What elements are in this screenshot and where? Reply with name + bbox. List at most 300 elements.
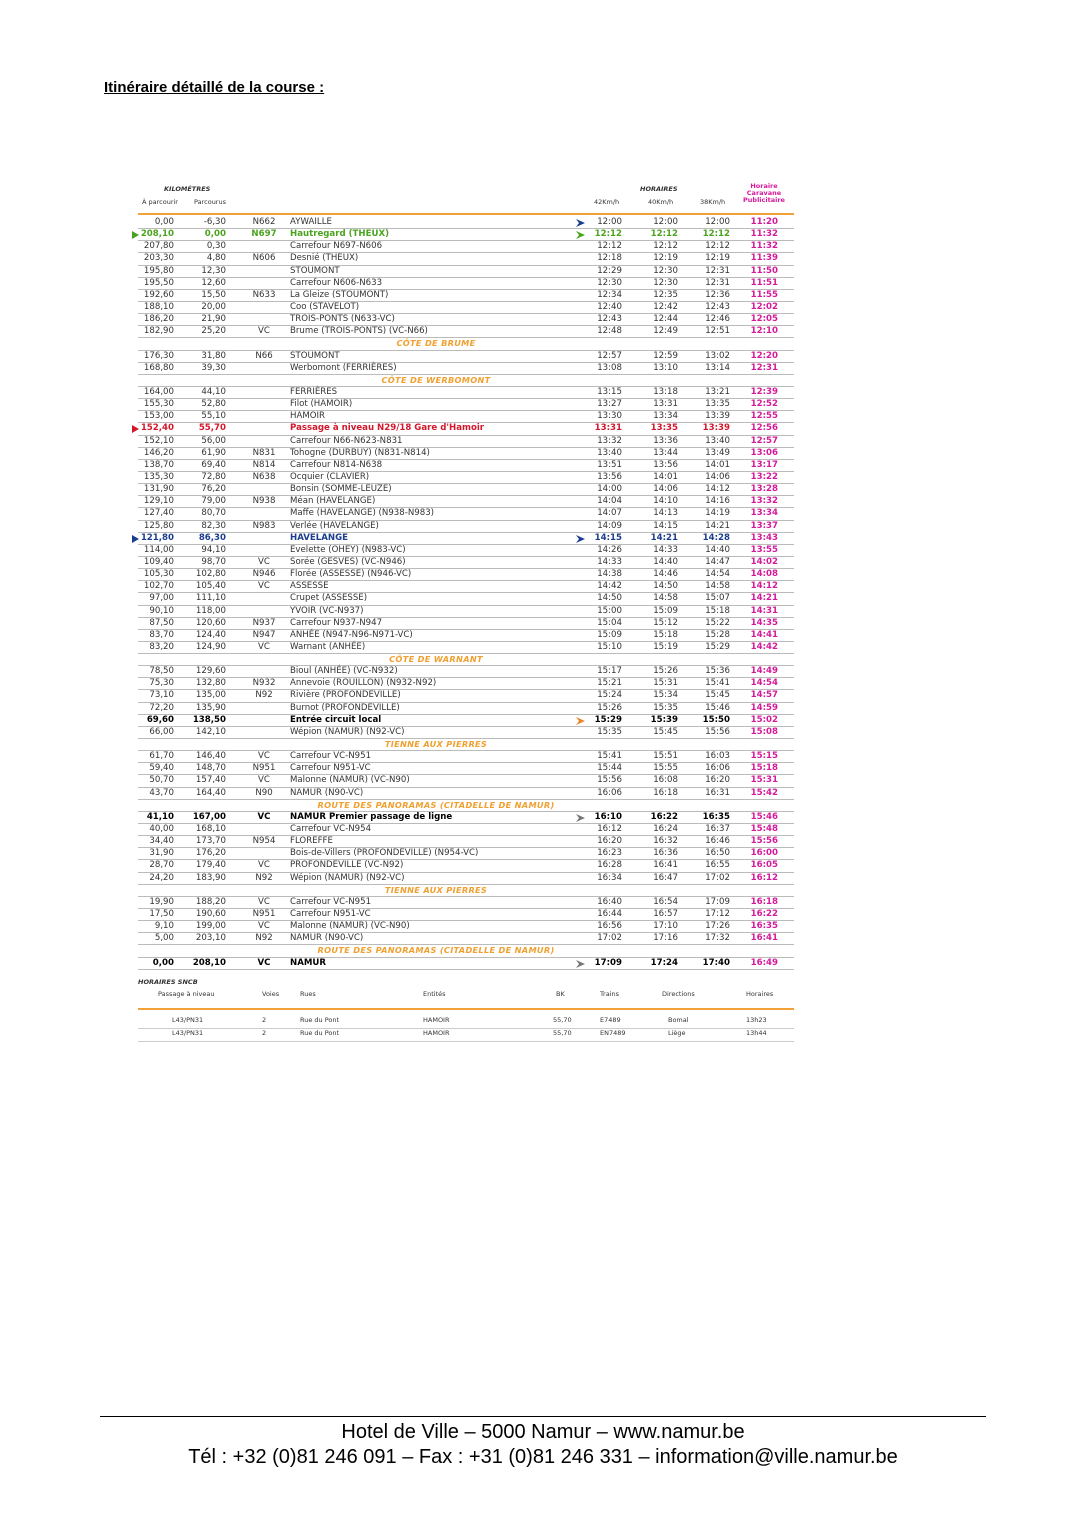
time-38kmh: 12:19: [705, 253, 730, 264]
footer-divider: [100, 1416, 986, 1417]
table-row: [138, 642, 794, 654]
table-row: [138, 715, 794, 727]
location-name: Tohogne (DURBUY) (N831-N814): [290, 447, 430, 458]
location-name: Carrefour N814-N638: [290, 459, 383, 470]
table-row: [138, 678, 794, 690]
time-caravane: 14:41: [750, 629, 778, 640]
km-covered: 124,90: [195, 641, 226, 652]
time-caravane: 16:35: [750, 921, 778, 932]
km-covered: 203,10: [195, 933, 226, 944]
time-38kmh: 15:29: [705, 641, 730, 652]
km-remaining: 195,80: [143, 265, 174, 276]
km-covered: 138,50: [192, 714, 226, 725]
location-name: Bois-de-Villers (PROFONDEVILLE) (N954-VC): [290, 848, 479, 859]
km-remaining: 153,00: [143, 411, 174, 422]
km-remaining: 83,70: [149, 629, 174, 640]
table-row: [138, 606, 794, 618]
time-38kmh: 16:35: [702, 811, 730, 822]
time-38kmh: 13:35: [705, 399, 730, 410]
time-42kmh: 15:00: [597, 605, 622, 616]
km-remaining: 0,00: [152, 957, 174, 968]
table-row: [138, 472, 794, 484]
time-40kmh: 15:35: [653, 702, 678, 713]
km-covered: 82,30: [201, 520, 226, 531]
time-caravane: 14:08: [750, 569, 778, 580]
time-42kmh: 15:09: [597, 629, 622, 640]
road-number: N92: [255, 690, 273, 701]
km-covered: 111,10: [195, 593, 226, 604]
table-row: [138, 727, 794, 739]
footer-contact: Tél : +32 (0)81 246 091 – Fax : +31 (0)81 246 331 – information@ville.namur.be: [188, 1446, 898, 1468]
sncb-header-cell: Passage à niveau: [158, 989, 215, 998]
time-40kmh: 13:36: [653, 435, 678, 446]
km-remaining: 61,70: [149, 751, 174, 762]
time-42kmh: 14:33: [597, 556, 622, 567]
location-name: Sorée (GESVES) (VC-N946): [290, 556, 406, 567]
location-name: Malonne (NAMUR) (VC-N90): [290, 921, 410, 932]
road-number: N954: [252, 836, 276, 847]
sncb-header-cell: BK: [556, 989, 565, 998]
km-covered: 120,60: [195, 617, 226, 628]
time-40kmh: 15:26: [653, 666, 678, 677]
time-caravane: 11:32: [750, 241, 778, 252]
table-row: [138, 290, 794, 302]
time-caravane: 12:56: [750, 423, 778, 434]
time-38kmh: 14:47: [705, 556, 730, 567]
location-name: Carrefour VC-N951: [290, 751, 372, 762]
location-name: Wépion (NAMUR) (N92-VC): [290, 872, 405, 883]
km-remaining: 146,20: [143, 447, 174, 458]
section-climb-label: CÔTE DE BRUME: [138, 338, 794, 350]
time-caravane: 12:39: [750, 386, 778, 397]
location-name: Crupet (ASSESSE): [290, 593, 368, 604]
time-38kmh: 13:39: [702, 423, 730, 434]
time-40kmh: 12:49: [653, 326, 678, 337]
time-38kmh: 15:36: [705, 666, 730, 677]
km-remaining: 72,20: [149, 702, 174, 713]
location-name: NAMUR (N90-VC): [290, 787, 364, 798]
time-40kmh: 13:10: [653, 362, 678, 373]
section-climb-label: ROUTE DES PANORAMAS (CITADELLE DE NAMUR): [138, 800, 794, 812]
sncb-divider: [138, 1008, 794, 1010]
time-40kmh: 13:56: [653, 459, 678, 470]
km-remaining: 168,80: [143, 362, 174, 373]
time-40kmh: 15:31: [653, 678, 678, 689]
table-row: [138, 557, 794, 569]
time-40kmh: 16:08: [653, 775, 678, 786]
location-name: Warnant (ANHÉE): [290, 641, 366, 652]
sncb-cell: L43/PN31: [172, 1028, 204, 1037]
time-caravane: 11:32: [750, 229, 778, 240]
location-name: Wépion (NAMUR) (N92-VC): [290, 726, 405, 737]
time-caravane: 16:22: [750, 909, 778, 920]
location-name: Bonsin (SOMME-LEUZE): [290, 484, 392, 495]
table-row: [138, 873, 794, 885]
km-covered: 167,00: [192, 811, 226, 822]
km-remaining: 121,80: [140, 532, 174, 543]
time-42kmh: 12:29: [597, 265, 622, 276]
time-38kmh: 13:49: [705, 447, 730, 458]
time-caravane: 15:42: [750, 787, 778, 798]
location-name: STOUMONT: [290, 265, 340, 276]
km-remaining: 109,40: [143, 556, 174, 567]
km-covered: 183,90: [195, 872, 226, 883]
time-38kmh: 12:43: [705, 301, 730, 312]
time-42kmh: 15:21: [597, 678, 622, 689]
sncb-cell: HAMOIR: [423, 1028, 450, 1037]
km-covered: 15,50: [201, 289, 226, 300]
table-row: [138, 484, 794, 496]
time-caravane: 12:57: [750, 435, 778, 446]
time-caravane: 15:48: [750, 824, 778, 835]
km-remaining: 114,00: [143, 544, 174, 555]
section-climb-label: CÔTE DE WERBOMONT: [138, 375, 794, 387]
km-remaining: 207,80: [143, 241, 174, 252]
time-caravane: 13:32: [750, 496, 778, 507]
time-42kmh: 12:12: [597, 241, 622, 252]
time-42kmh: 13:15: [597, 386, 622, 397]
location-name: ASSESSE: [290, 581, 329, 592]
road-number: N633: [252, 289, 276, 300]
time-40kmh: 14:10: [653, 496, 678, 507]
km-covered: 94,10: [201, 544, 226, 555]
time-42kmh: 15:04: [597, 617, 622, 628]
km-covered: 98,70: [201, 556, 226, 567]
time-caravane: 14:21: [750, 593, 778, 604]
table-row: [138, 241, 794, 253]
time-42kmh: 12:12: [594, 229, 622, 240]
time-38kmh: 12:51: [705, 326, 730, 337]
time-40kmh: 14:13: [653, 508, 678, 519]
time-caravane: 15:15: [750, 751, 778, 762]
table-row: [138, 302, 794, 314]
time-caravane: 14:57: [750, 690, 778, 701]
road-number: N983: [252, 520, 276, 531]
location-name: Carrefour N937-N947: [290, 617, 383, 628]
location-name: Malonne (NAMUR) (VC-N90): [290, 775, 410, 786]
sncb-cell: L43/PN31: [172, 1015, 204, 1024]
time-38kmh: 16:03: [705, 751, 730, 762]
time-40kmh: 13:35: [650, 423, 678, 434]
header-caravane-1: Horaire: [750, 182, 778, 190]
km-covered: 79,00: [201, 496, 226, 507]
sncb-header: [138, 990, 794, 1004]
time-42kmh: 15:56: [597, 775, 622, 786]
time-42kmh: 15:17: [597, 666, 622, 677]
time-caravane: 12:05: [750, 314, 778, 325]
time-40kmh: 13:18: [653, 386, 678, 397]
time-40kmh: 17:16: [653, 933, 678, 944]
time-caravane: 16:18: [750, 896, 778, 907]
road-number: VC: [258, 896, 270, 907]
section-climb-label: TIENNE AUX PIERRES: [138, 739, 794, 751]
time-40kmh: 12:19: [653, 253, 678, 264]
time-42kmh: 16:10: [594, 811, 622, 822]
time-38kmh: 14:16: [705, 496, 730, 507]
km-covered: 12,60: [201, 277, 226, 288]
location-name: NAMUR: [290, 957, 326, 968]
time-38kmh: 16:31: [705, 787, 730, 798]
time-42kmh: 16:20: [597, 836, 622, 847]
km-covered: 146,40: [195, 751, 226, 762]
km-covered: 142,10: [195, 726, 226, 737]
time-42kmh: 15:35: [597, 726, 622, 737]
km-remaining: 73,10: [149, 690, 174, 701]
time-42kmh: 16:12: [597, 824, 622, 835]
time-caravane: 12:20: [750, 350, 778, 361]
km-covered: 69,40: [201, 459, 226, 470]
km-covered: -6,30: [203, 217, 226, 227]
road-number: N951: [252, 763, 276, 774]
time-40kmh: 16:54: [653, 896, 678, 907]
km-remaining: 129,10: [143, 496, 174, 507]
road-number: N606: [252, 253, 276, 264]
time-38kmh: 12:12: [705, 241, 730, 252]
time-40kmh: 13:34: [653, 411, 678, 422]
km-covered: 44,10: [201, 386, 226, 397]
km-remaining: 155,30: [143, 399, 174, 410]
time-38kmh: 17:40: [702, 957, 730, 968]
km-remaining: 78,50: [149, 666, 174, 677]
page-title: Itinéraire détaillé de la course :: [104, 79, 325, 96]
time-38kmh: 12:46: [705, 314, 730, 325]
time-40kmh: 15:09: [653, 605, 678, 616]
km-covered: 157,40: [195, 775, 226, 786]
time-caravane: 15:56: [750, 836, 778, 847]
table-row: [138, 229, 794, 241]
time-42kmh: 13:32: [597, 435, 622, 446]
time-40kmh: 16:18: [653, 787, 678, 798]
table-row: [138, 399, 794, 411]
time-40kmh: 15:12: [653, 617, 678, 628]
time-38kmh: 14:40: [705, 544, 730, 555]
time-40kmh: 16:41: [653, 860, 678, 871]
time-caravane: 13:34: [750, 508, 778, 519]
km-covered: 0,30: [206, 241, 226, 252]
time-caravane: 14:59: [750, 702, 778, 713]
km-covered: 61,90: [201, 447, 226, 458]
time-caravane: 11:55: [750, 289, 778, 300]
time-caravane: 13:22: [750, 471, 778, 482]
km-covered: 118,00: [195, 605, 226, 616]
road-number: VC: [258, 860, 270, 871]
location-name: Hautregard (THEUX): [290, 229, 390, 240]
time-40kmh: 14:01: [653, 471, 678, 482]
time-40kmh: 14:33: [653, 544, 678, 555]
time-42kmh: 16:40: [597, 896, 622, 907]
km-covered: 179,40: [195, 860, 226, 871]
time-38kmh: 15:28: [705, 629, 730, 640]
table-row: [138, 630, 794, 642]
road-number: N814: [252, 459, 276, 470]
time-caravane: 12:31: [750, 362, 778, 373]
km-remaining: 75,30: [149, 678, 174, 689]
km-covered: 72,80: [201, 471, 226, 482]
km-covered: 12,30: [201, 265, 226, 276]
location-name: ANHÉE (N947-N96-N971-VC): [290, 629, 413, 640]
arrow-icon: [576, 958, 588, 973]
table-row: [138, 666, 794, 678]
road-number: N938: [252, 496, 276, 507]
table-row: [138, 751, 794, 763]
km-covered: 208,10: [192, 957, 226, 968]
time-42kmh: 13:40: [597, 447, 622, 458]
time-42kmh: 14:09: [597, 520, 622, 531]
table-row: [138, 460, 794, 472]
time-40kmh: 17:10: [653, 921, 678, 932]
location-name: Florée (ASSESSE) (N946-VC): [290, 569, 412, 580]
km-remaining: 83,20: [149, 641, 174, 652]
table-row: [138, 618, 794, 630]
table-row: [138, 423, 794, 435]
time-40kmh: 14:06: [653, 484, 678, 495]
time-caravane: 13:06: [750, 447, 778, 458]
time-42kmh: 12:40: [597, 301, 622, 312]
table-row: [138, 581, 794, 593]
km-covered: 21,90: [201, 314, 226, 325]
time-caravane: 13:17: [750, 459, 778, 470]
location-name: PROFONDEVILLE (VC-N92): [290, 860, 404, 871]
time-40kmh: 12:42: [653, 301, 678, 312]
time-42kmh: 14:38: [597, 569, 622, 580]
location-name: Desnié (THEUX): [290, 253, 359, 264]
road-number: VC: [258, 326, 270, 337]
location-name: Werbomont (FERRIÈRES): [290, 362, 397, 373]
time-40kmh: 14:40: [653, 556, 678, 567]
km-remaining: 69,60: [146, 714, 174, 725]
sncb-cell: 2: [262, 1028, 267, 1037]
km-covered: 31,80: [201, 350, 226, 361]
time-38kmh: 16:55: [705, 860, 730, 871]
table-row: [138, 363, 794, 375]
time-42kmh: 13:30: [597, 411, 622, 422]
time-38kmh: 15:07: [705, 593, 730, 604]
table-row: [138, 253, 794, 265]
time-42kmh: 15:10: [597, 641, 622, 652]
time-38kmh: 17:32: [705, 933, 730, 944]
location-name: Verlée (HAVELANGE): [290, 520, 379, 531]
time-caravane: 14:54: [750, 678, 778, 689]
table-row: [138, 545, 794, 557]
time-42kmh: 16:28: [597, 860, 622, 871]
road-number: VC: [257, 957, 271, 968]
table-row: [138, 326, 794, 338]
time-40kmh: 15:39: [650, 714, 678, 725]
location-name: Brume (TROIS-PONTS) (VC-N66): [290, 326, 428, 337]
km-covered: 135,90: [195, 702, 226, 713]
time-caravane: 13:55: [750, 544, 778, 555]
km-covered: 20,00: [201, 301, 226, 312]
road-number: VC: [258, 775, 270, 786]
time-caravane: 15:18: [750, 763, 778, 774]
time-40kmh: 14:21: [650, 532, 678, 543]
km-covered: 199,00: [195, 921, 226, 932]
time-42kmh: 14:00: [597, 484, 622, 495]
sncb-header-cell: Trains: [600, 989, 619, 998]
location-name: Carrefour N606-N633: [290, 277, 383, 288]
table-row: [138, 411, 794, 423]
km-covered: 25,20: [201, 326, 226, 337]
km-remaining: 41,10: [146, 811, 174, 822]
time-38kmh: 12:31: [705, 277, 730, 288]
sncb-cell: 13h44: [746, 1028, 767, 1037]
km-remaining: 97,00: [149, 593, 174, 604]
km-covered: 173,70: [195, 836, 226, 847]
time-42kmh: 14:15: [594, 532, 622, 543]
sncb-table: [138, 978, 794, 1042]
time-caravane: 14:49: [750, 666, 778, 677]
time-42kmh: 14:42: [597, 581, 622, 592]
location-name: Bioul (ANHÉE) (VC-N932): [290, 666, 398, 677]
km-remaining: 203,30: [143, 253, 174, 264]
time-42kmh: 12:43: [597, 314, 622, 325]
km-covered: 76,20: [201, 484, 226, 495]
sncb-header-cell: Voies: [262, 989, 280, 998]
header-42kmh: 42Km/h: [594, 198, 620, 206]
time-caravane: 14:31: [750, 605, 778, 616]
footer-address: Hotel de Ville – 5000 Namur – www.namur.be: [341, 1421, 745, 1443]
itinerary-table: [138, 183, 794, 1042]
time-42kmh: 13:31: [594, 423, 622, 434]
time-40kmh: 17:24: [650, 957, 678, 968]
time-38kmh: 15:22: [705, 617, 730, 628]
time-42kmh: 16:06: [597, 787, 622, 798]
time-38kmh: 14:28: [702, 532, 730, 543]
time-40kmh: 12:30: [653, 265, 678, 276]
sncb-cell: 55,70: [553, 1015, 572, 1024]
time-38kmh: 16:37: [705, 824, 730, 835]
time-40kmh: 12:44: [653, 314, 678, 325]
time-40kmh: 15:18: [653, 629, 678, 640]
km-remaining: 164,00: [143, 386, 174, 397]
time-40kmh: 12:30: [653, 277, 678, 288]
time-42kmh: 15:44: [597, 763, 622, 774]
time-42kmh: 12:48: [597, 326, 622, 337]
time-38kmh: 17:09: [705, 896, 730, 907]
time-38kmh: 12:00: [705, 217, 730, 227]
table-row: [138, 897, 794, 909]
km-covered: 105,40: [195, 581, 226, 592]
sncb-header-cell: Rues: [300, 989, 316, 998]
km-covered: 80,70: [201, 508, 226, 519]
table-header: [138, 183, 794, 213]
time-42kmh: 13:08: [597, 362, 622, 373]
time-38kmh: 16:50: [705, 848, 730, 859]
time-38kmh: 17:26: [705, 921, 730, 932]
km-remaining: 135,30: [143, 471, 174, 482]
time-42kmh: 16:56: [597, 921, 622, 932]
time-caravane: 14:02: [750, 556, 778, 567]
road-number: N946: [252, 569, 276, 580]
table-row: [138, 933, 794, 945]
km-remaining: 138,70: [143, 459, 174, 470]
time-40kmh: 16:22: [650, 811, 678, 822]
time-38kmh: 12:31: [705, 265, 730, 276]
km-remaining: 195,50: [143, 277, 174, 288]
location-name: Maffe (HAVELANGE) (N938-N983): [290, 508, 435, 519]
time-38kmh: 14:58: [705, 581, 730, 592]
km-remaining: 34,40: [149, 836, 174, 847]
time-40kmh: 15:55: [653, 763, 678, 774]
header-parcourus: Parcourus: [194, 198, 226, 206]
location-name: Méan (HAVELANGE): [290, 496, 376, 507]
location-name: Passage à niveau N29/18 Gare d'Hamoir: [290, 423, 485, 434]
header-caravane-2: Caravane: [746, 189, 782, 197]
table-row: [138, 763, 794, 775]
location-name: Carrefour N66-N623-N831: [290, 435, 403, 446]
time-38kmh: 13:14: [705, 362, 730, 373]
time-38kmh: 15:45: [705, 690, 730, 701]
